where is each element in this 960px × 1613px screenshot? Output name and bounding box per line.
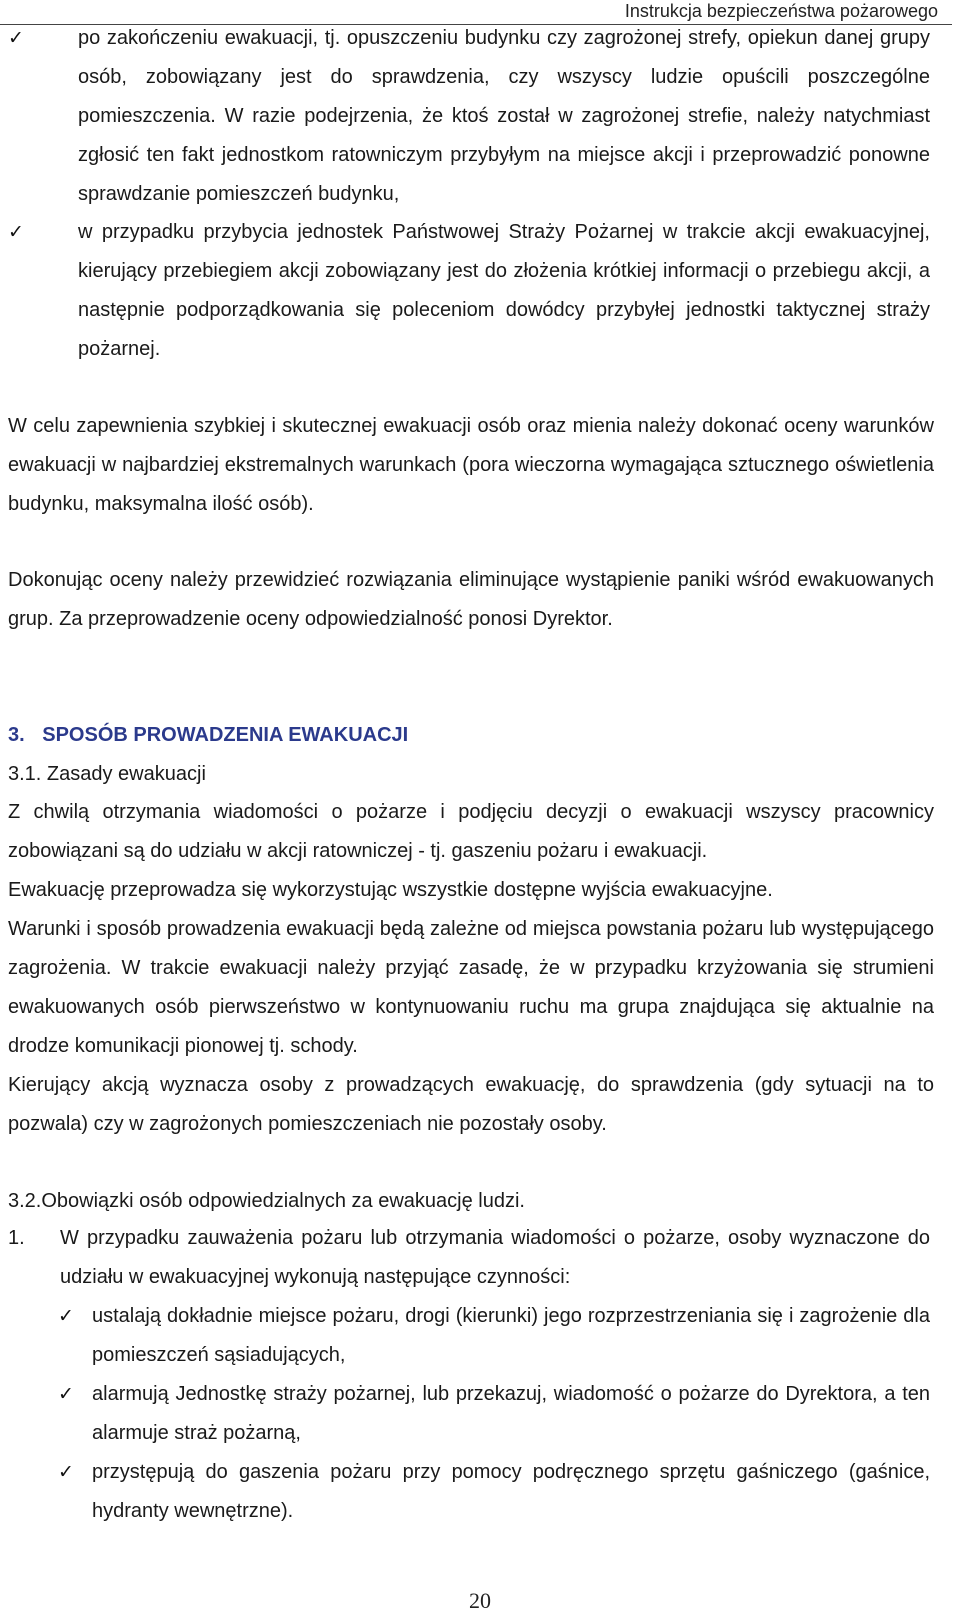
checkmark-icon: ✓	[8, 222, 24, 243]
page-number: 20	[469, 1588, 491, 1613]
bullet-item: po zakończeniu ewakuacji, tj. opuszczeniu budynku czy zagrożonej strefy, opiekun danej grupy osób, zobowiązany jest do sprawdzenia, czy wszyscy ludzie opuścili poszczególne pomieszczenia. W razie podejrzenia, że ktoś został w zagrożonej strefie, należy natychmiast zgłosić ten fakt jednostkom ratowniczym przybyłym na miejsce akcji i przeprowadzić ponowne sprawdzanie pomieszczeń budynku,	[78, 27, 930, 205]
paragraph: Warunki i sposób prowadzenia ewakuacji będą zależne od miejsca powstania pożaru lub występującego zagrożenia. W trakcie ewakuacji należy przyjąć zasadę, że w przypadku krzyżowania się strumieni ewakuowanych osób pierwszeństwo w kontynuowaniu ruchu ma grupa znajdująca się aktualnie na drodze komunikacji pionowej tj. schody.	[8, 918, 934, 1057]
paragraph: Ewakuację przeprowadza się wykorzystując wszystkie dostępne wyjścia ewakuacyjne.	[8, 879, 773, 901]
bullet-item: w przypadku przybycia jednostek Państwowej Straży Pożarnej w trakcie akcji ewakuacyjnej, kierujący przebiegiem akcji zobowiązany jest do złożenia krótkiej informacji o przebiegu akcji, a następnie podporządkowania się poleceniom dowódcy przybyłej jednostki taktycznej straży pożarnej.	[78, 221, 930, 360]
bullet-item: ustalają dokładnie miejsce pożaru, drogi (kierunki) jego rozprzestrzeniania się i zagrożenie dla pomieszczeń sąsiadujących,	[92, 1305, 930, 1366]
subsection-title: 3.2.Obowiązki osób odpowiedzialnych za ewakuację ludzi.	[8, 1190, 525, 1212]
subsection-title: 3.1. Zasady ewakuacji	[8, 763, 206, 785]
section-number: 3.	[8, 724, 25, 746]
paragraph: W celu zapewnienia szybkiej i skutecznej ewakuacji osób oraz mienia należy dokonać oceny warunków ewakuacji w najbardziej ekstremalnych warunkach (pora wieczorna wymagająca sztucznego oświetlenia budynku, maksymalna ilość osób).	[8, 415, 934, 515]
bullet-item: przystępują do gaszenia pożaru przy pomocy podręcznego sprzętu gaśniczego (gaśnice, hydranty wewnętrzne).	[92, 1461, 930, 1522]
bullet-item: alarmują Jednostkę straży pożarnej, lub przekazuj, wiadomość o pożarze do Dyrektora, a ten alarmuje straż pożarną,	[92, 1383, 930, 1444]
paragraph: Kierujący akcją wyznacza osoby z prowadzących ewakuację, do sprawdzenia (gdy sytuacji na to pozwala) czy w zagrożonych pomieszczeniach nie pozostały osoby.	[8, 1074, 934, 1135]
checkmark-icon: ✓	[58, 1462, 74, 1483]
checkmark-icon: ✓	[58, 1384, 74, 1405]
paragraph: Z chwilą otrzymania wiadomości o pożarze i podjęciu decyzji o ewakuacji wszyscy pracownicy zobowiązani są do udziału w akcji ratowniczej - tj. gaszeniu pożaru i ewakuacji.	[8, 801, 934, 862]
list-number: 1.	[8, 1227, 25, 1249]
section-heading	[8, 720, 408, 750]
section-title: SPOSÓB PROWADZENIA EWAKUACJI	[42, 724, 409, 746]
paragraph: Dokonując oceny należy przewidzieć rozwiązania eliminujące wystąpienie paniki wśród ewakuowanych grup. Za przeprowadzenie oceny odpowiedzialność ponosi Dyrektor.	[8, 569, 934, 630]
document-title: Instrukcja bezpieczeństwa pożarowego	[624, 1, 938, 21]
checkmark-icon: ✓	[8, 28, 24, 49]
list-item: W przypadku zauważenia pożaru lub otrzymania wiadomości o pożarze, osoby wyznaczone do udziału w ewakuacyjnej wykonują następujące czynności:	[60, 1227, 930, 1288]
checkmark-icon: ✓	[58, 1306, 74, 1327]
